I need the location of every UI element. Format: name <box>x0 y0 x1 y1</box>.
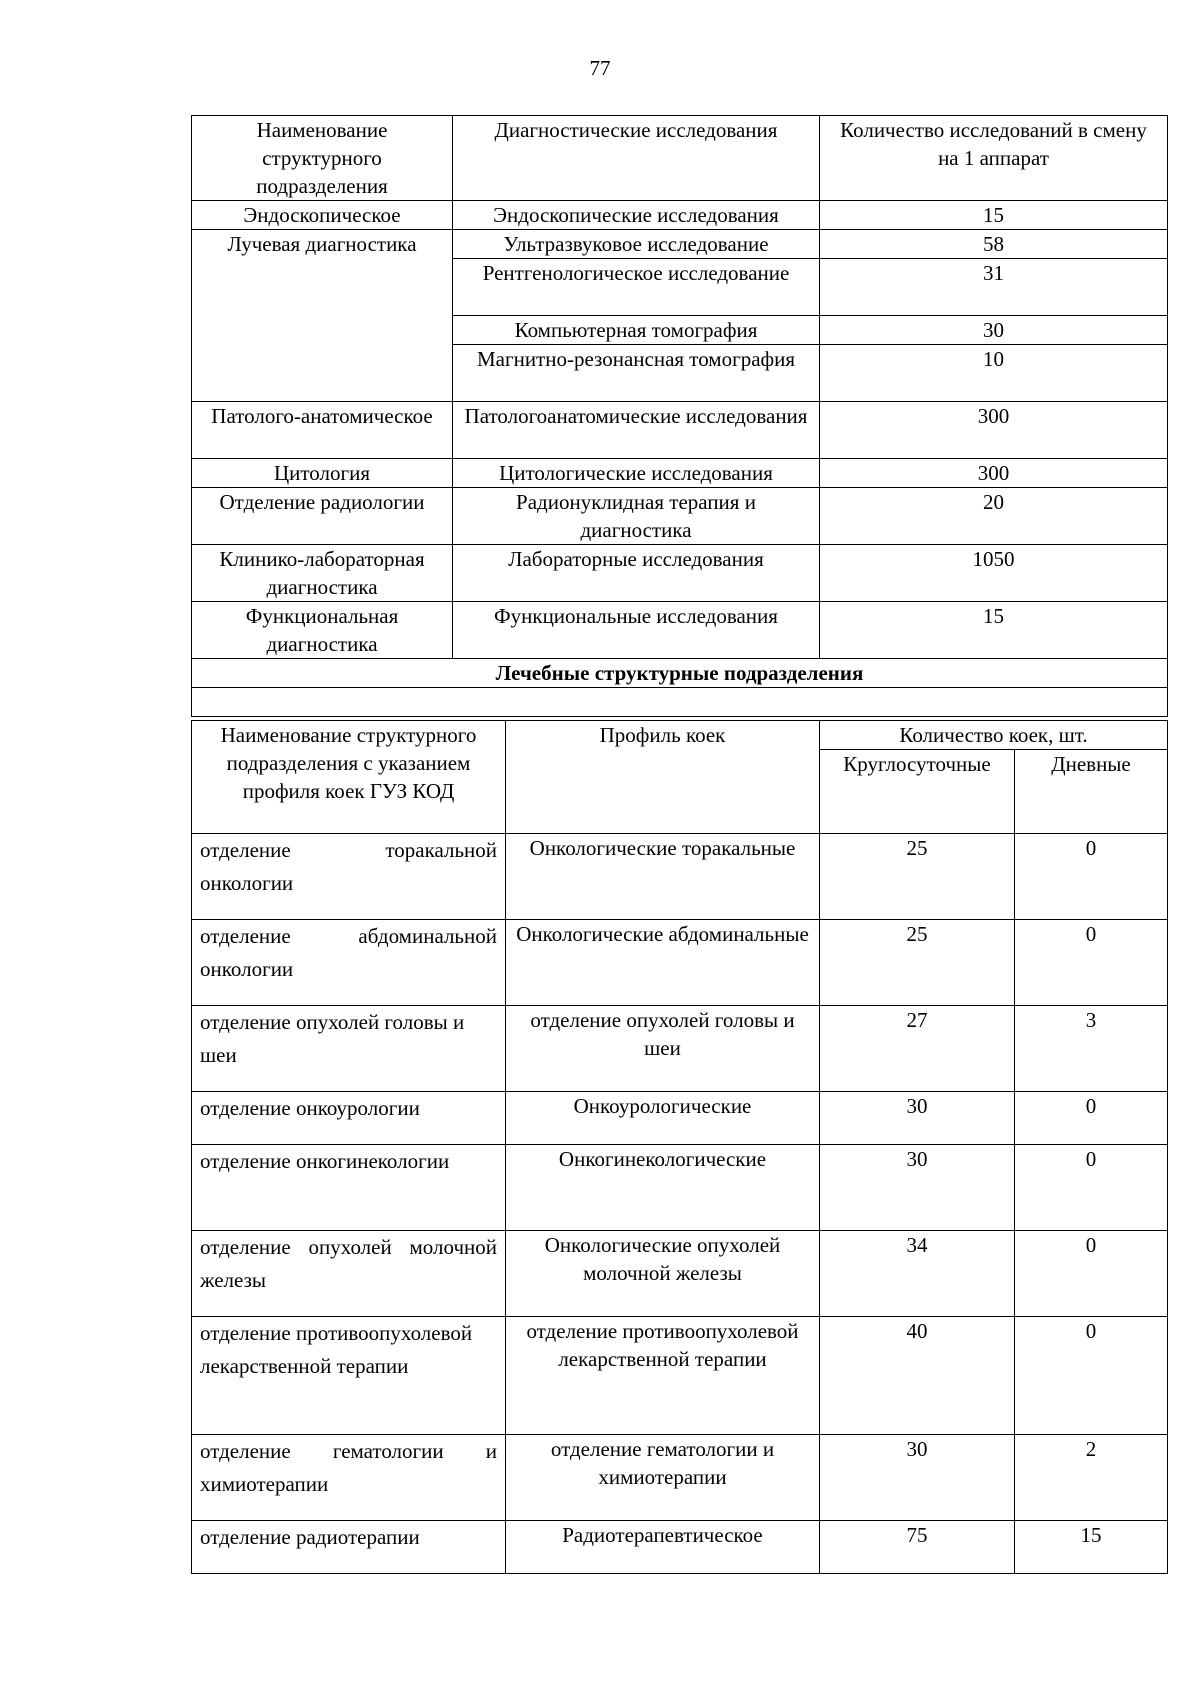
page-number: 77 <box>589 56 611 80</box>
table-row <box>192 545 1168 602</box>
table-row <box>192 1317 1168 1435</box>
count-cell: 31 <box>820 259 1168 316</box>
count-cell: 58 <box>820 230 1168 259</box>
table-row <box>192 201 1168 230</box>
unit-cell: Эндоскопическое <box>192 201 453 230</box>
round-clock-cell: 30 <box>820 1435 1015 1521</box>
profile-cell: Онкологические абдоминальные <box>506 920 820 1006</box>
profile-cell: отделение противоопухолевой лекарственной терапии <box>506 1317 820 1435</box>
research-cell: Радионуклидная терапия и диагностика <box>453 488 820 545</box>
header-round-clock: Круглосуточные <box>820 750 1015 834</box>
round-clock-cell: 40 <box>820 1317 1015 1435</box>
profile-cell: Онкоурологические <box>506 1092 820 1145</box>
day-cell: 0 <box>1015 920 1168 1006</box>
unit-cell: Цитология <box>192 459 453 488</box>
section-title: Лечебные структурные подразделения <box>192 659 1168 688</box>
day-cell: 0 <box>1015 1231 1168 1317</box>
day-cell: 0 <box>1015 1092 1168 1145</box>
unit-cell: отделение опухолей молочной железы <box>192 1231 506 1317</box>
unit-cell: отделение онкоурологии <box>192 1092 506 1145</box>
profile-cell: отделение опухолей головы и шеи <box>506 1006 820 1092</box>
unit-cell: Функциональная диагностика <box>192 602 453 659</box>
research-cell: Цитологические исследования <box>453 459 820 488</box>
profile-cell: Радиотерапевтическое <box>506 1521 820 1574</box>
header-unit: Наименование структурного подразделения <box>192 116 453 201</box>
unit-cell: Отделение радиологии <box>192 488 453 545</box>
profile-cell: Онкогинекологические <box>506 1145 820 1231</box>
profile-cell: отделение гематологии и химиотерапии <box>506 1435 820 1521</box>
header-bed-count: Количество коек, шт. <box>820 721 1168 750</box>
header-research: Диагностические исследования <box>453 116 820 201</box>
day-cell: 2 <box>1015 1435 1168 1521</box>
table-row <box>192 402 1168 459</box>
profile-cell: Онкологические опухолей молочной железы <box>506 1231 820 1317</box>
day-cell: 0 <box>1015 834 1168 920</box>
count-cell: 15 <box>820 602 1168 659</box>
research-cell: Ультразвуковое исследование <box>453 230 820 259</box>
unit-cell: отделение гематологии и химиотерапии <box>192 1435 506 1521</box>
table-row <box>192 1231 1168 1317</box>
table-row <box>192 1521 1168 1574</box>
research-cell: Эндоскопические исследования <box>453 201 820 230</box>
table-row <box>192 459 1168 488</box>
unit-cell: отделение абдоминальной онкологии <box>192 920 506 1006</box>
table-header-row <box>192 721 1168 750</box>
round-clock-cell: 25 <box>820 834 1015 920</box>
round-clock-cell: 30 <box>820 1145 1015 1231</box>
count-cell: 1050 <box>820 545 1168 602</box>
round-clock-cell: 25 <box>820 920 1015 1006</box>
day-cell: 0 <box>1015 1145 1168 1231</box>
table-row <box>192 834 1168 920</box>
table-row <box>192 1145 1168 1231</box>
empty-cell <box>192 688 1168 717</box>
table-row <box>192 602 1168 659</box>
table-row <box>192 230 1168 259</box>
round-clock-cell: 30 <box>820 1092 1015 1145</box>
round-clock-cell: 75 <box>820 1521 1015 1574</box>
diagnostic-research-table <box>191 115 1168 717</box>
section-row <box>192 659 1168 688</box>
round-clock-cell: 34 <box>820 1231 1015 1317</box>
profile-cell: Онкологические торакальные <box>506 834 820 920</box>
header-unit: Наименование структурного подразделения с указанием профиля коек ГУЗ КОД <box>192 721 506 834</box>
day-cell: 15 <box>1015 1521 1168 1574</box>
research-cell: Функциональные исследования <box>453 602 820 659</box>
unit-cell: отделение онкогинекологии <box>192 1145 506 1231</box>
research-cell: Лабораторные исследования <box>453 545 820 602</box>
count-cell: 30 <box>820 316 1168 345</box>
count-cell: 300 <box>820 459 1168 488</box>
table-row <box>192 1092 1168 1145</box>
count-cell: 10 <box>820 345 1168 402</box>
header-count: Количество исследований в смену на 1 аппарат <box>820 116 1168 201</box>
count-cell: 300 <box>820 402 1168 459</box>
round-clock-cell: 27 <box>820 1006 1015 1092</box>
research-cell: Патологоанатомические исследования <box>453 402 820 459</box>
header-profile: Профиль коек <box>506 721 820 834</box>
unit-cell: отделение радиотерапии <box>192 1521 506 1574</box>
research-cell: Рентгенологическое исследование <box>453 259 820 316</box>
unit-cell: отделение торакальной онкологии <box>192 834 506 920</box>
table-row <box>192 920 1168 1006</box>
count-cell: 20 <box>820 488 1168 545</box>
unit-cell: Клинико-лабораторная диагностика <box>192 545 453 602</box>
unit-cell: Патолого-анатомическое <box>192 402 453 459</box>
research-cell: Магнитно-резонансная томография <box>453 345 820 402</box>
unit-cell: Лучевая диагностика <box>192 230 453 402</box>
table-header-row <box>192 116 1168 201</box>
day-cell: 3 <box>1015 1006 1168 1092</box>
research-cell: Компьютерная томография <box>453 316 820 345</box>
unit-cell: отделение противоопухолевой лекарственной терапии <box>192 1317 506 1435</box>
unit-cell: отделение опухолей головы и шеи <box>192 1006 506 1092</box>
beds-table <box>191 720 1168 1574</box>
spacer-row <box>192 688 1168 717</box>
header-day: Дневные <box>1015 750 1168 834</box>
count-cell: 15 <box>820 201 1168 230</box>
table-row <box>192 488 1168 545</box>
table-row <box>192 1435 1168 1521</box>
day-cell: 0 <box>1015 1317 1168 1435</box>
table-row <box>192 1006 1168 1092</box>
